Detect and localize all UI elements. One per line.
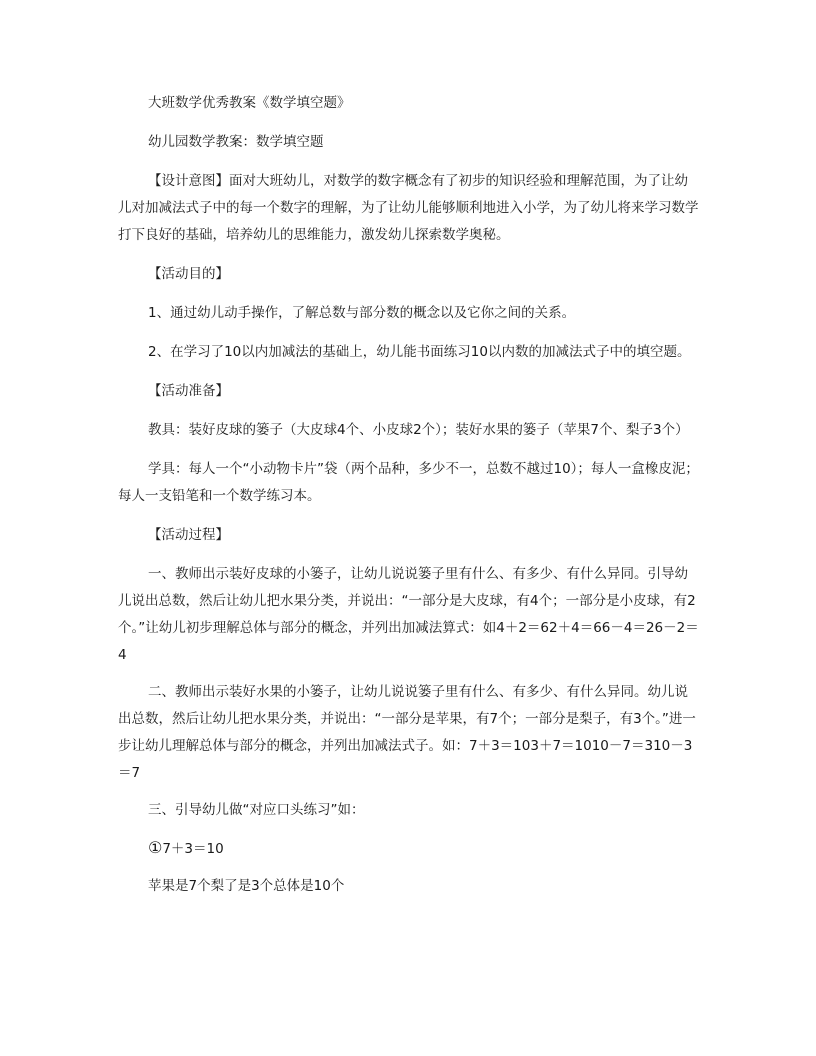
exercise-explanation: 苹果是7个梨了是3个总体是10个 (148, 878, 345, 894)
exercise-equation: 7＋3＝10 (162, 841, 224, 857)
document-body (118, 90, 700, 900)
goal-item-1: 1、通过幼儿动手操作，了解总数与部分数的概念以及它你之间的关系。 (148, 305, 576, 321)
document-title: 大班数学优秀教案《数学填空题》 (148, 95, 351, 111)
process-heading: 【活动过程】 (148, 527, 229, 543)
document-subtitle: 幼儿园数学教案：数学填空题 (148, 134, 324, 150)
goals-heading: 【活动目的】 (148, 266, 229, 282)
prep-heading: 【活动准备】 (148, 383, 229, 399)
design-intent-paragraph: 【设计意图】面对大班幼儿，对数学的数字概念有了初步的知识经验和理解范围，为了让幼儿对加减法式子中的每一个数字的理解，为了让幼儿能够顺利地进入小学，为了幼儿将来学习数学打下良好的基础，培养幼儿的思维能力，激发幼儿探索数学奥秘。 (118, 173, 699, 243)
circled-number-one: ① (148, 838, 163, 857)
prep-student-paragraph: 学具：每人一个“小动物卡片”袋（两个品种，多少不一，总数不越过10）；每人一盒橡皮泥；每人一支铅笔和一个数学练习本。 (118, 461, 699, 504)
process-step-2: 二、教师出示装好水果的小篓子，让幼儿说说篓子里有什么、有多少、有什么异同。幼儿说出总数，然后让幼儿把水果分类，并说出：“一部分是苹果，有7个；一部分是梨子，有3个。”进一步让幼儿理解总体与部分的概念，并列出加减法式子。如：7＋3＝103＋7＝1010－7＝310－3＝7 (118, 684, 696, 781)
process-step-3: 三、引导幼儿做“对应口头练习”如： (148, 802, 365, 818)
goal-item-2: 2、在学习了10以内加减法的基础上，幼儿能书面练习10以内数的加减法式子中的填空题。 (148, 344, 691, 360)
prep-teacher-paragraph: 教具：装好皮球的篓子（大皮球4个、小皮球2个）；装好水果的篓子（苹果7个、梨子3个） (148, 422, 689, 438)
process-step-1: 一、教师出示装好皮球的小篓子，让幼儿说说篓子里有什么、有多少、有什么异同。引导幼儿说出总数，然后让幼儿把水果分类，并说出：“一部分是大皮球，有4个；一部分是小皮球，有2个。”让幼儿初步理解总体与部分的概念，并列出加减法算式：如4＋2＝62＋4＝66－4＝26－2＝4 (118, 566, 699, 663)
exercise-line-1 (118, 834, 700, 863)
